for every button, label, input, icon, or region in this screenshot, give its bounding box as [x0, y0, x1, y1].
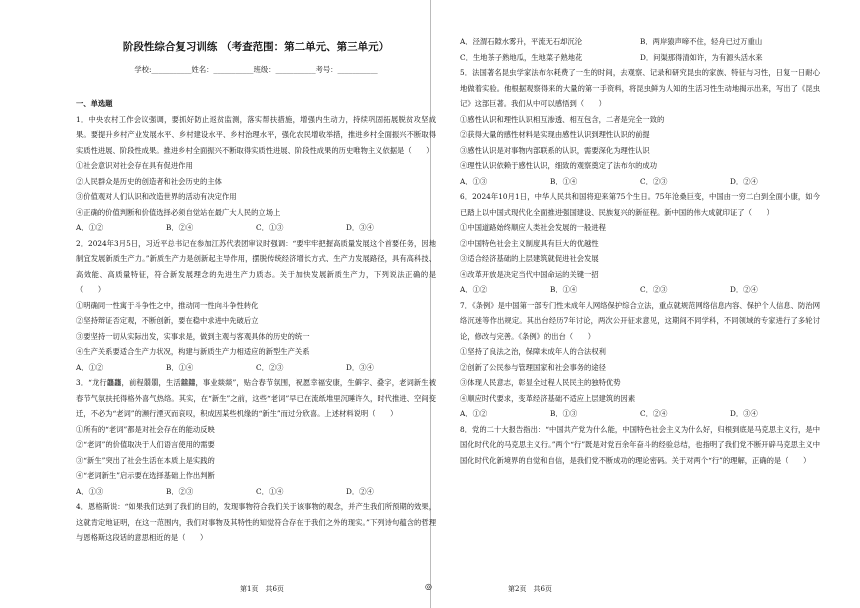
q5-statement-3: ③感性认识是对事物内部联系的认识，需要深化为理性认识 [460, 145, 650, 155]
page-number-left: 第1页 共6页 [240, 585, 284, 593]
q3-option-b[interactable]: B．②③ [166, 486, 194, 496]
q3-statement-1: ①所有的“老词”都是对社会存在的能动反映 [76, 424, 215, 434]
q4-options-row-1 [460, 34, 820, 50]
q1-statement-2: ②人民群众是历史的创造者和社会历史的主体 [76, 176, 222, 186]
q7-statement-2: ②创新了公民参与管理国家和社会事务的途径 [460, 362, 606, 372]
q3-option-d[interactable]: D．②④ [346, 486, 374, 496]
q2-option-b[interactable]: B．①④ [166, 362, 194, 372]
q2-options [76, 360, 436, 376]
q7-option-c[interactable]: C．②④ [640, 409, 668, 418]
q7-stem: 7．《条例》是中国第一部专门性未成年人网络保护综合立法，重点就规范网络信息内容、保护个人信息、防治网络沉迷等作出规定。其出台经历7年讨论，两次公开征求意见，这期间不同学科，不同领域的专家进行了多轮讨论，修改与完善。《条例》的出台（ ） [460, 300, 820, 341]
q4-option-c[interactable]: C．生地茶子熟地瓜，生地菜子熟地花 [460, 52, 583, 62]
q1-option-b[interactable]: B．②④ [166, 223, 194, 232]
q6-options [460, 282, 820, 298]
left-column [76, 0, 436, 542]
q2-option-a[interactable]: A．①② [76, 362, 104, 372]
q2-option-c[interactable]: C．②③ [256, 362, 284, 372]
q4-option-b[interactable]: B．两岸猿声啼不住，轻舟已过万重山 [640, 37, 763, 46]
q1-option-a[interactable]: A．①② [76, 223, 104, 232]
q6-statement-2: ②中国特色社会主义制度具有巨大的优越性 [460, 238, 599, 248]
q6-statement-1: ①中国道路始终顺应人类社会发展的一般进程 [460, 223, 606, 232]
q6-option-b[interactable]: B．①④ [550, 285, 578, 294]
q3-statement-3: ③“新生”突出了社会生活在本质上是实践的 [76, 455, 215, 465]
q7-options [460, 406, 820, 422]
q1-option-d[interactable]: D．③④ [346, 223, 374, 232]
q1-statement-1: ①社会意识对社会存在具有促进作用 [76, 161, 193, 170]
q5-option-a[interactable]: A．①③ [460, 176, 488, 186]
q5-option-c[interactable]: C．②③ [640, 176, 668, 186]
q6-option-c[interactable]: C．②③ [640, 285, 668, 294]
q1-options [76, 220, 436, 236]
q4-option-a[interactable]: A．泾渭石隙水雾升，平流无石却沉沦 [460, 37, 583, 46]
q7-statement-3: ③体现人民意志，彰显全过程人民民主的独特优势 [460, 378, 621, 387]
q5-statement-2: ②获得大量的感性材料是实现由感性认识到理性认识的前提 [460, 130, 650, 139]
binding-mark: ◎ [425, 582, 432, 591]
section-heading: 一、单选题 [76, 99, 113, 108]
q1-statement-4: ④正确的价值判断和价值选择必须自觉站在最广大人民的立场上 [76, 207, 281, 217]
q6-statement-3: ③适合经济基础的上层建筑就促进社会发展 [460, 254, 599, 263]
q5-option-b[interactable]: B．①④ [550, 176, 578, 186]
q5-statement-1: ①感性认识和理性认识相互渗透、相互包含，二者是完全一致的 [460, 114, 665, 124]
q6-stem: 6．2024年10月1日，中华人民共和国将迎来第75个生日。75年沧桑巨变，中国由一穷二白到全面小康，如今已踏上以中国式现代化全面推进强国建设、民族复兴的新征程。新中国的伟大成就印证了（ ） [460, 192, 820, 217]
right-column [460, 0, 820, 468]
q2-stem: 2．2024年3月5日，习近平总书记在参加江苏代表团审议时强调：“要牢牢把握高质量发展这个首要任务，因地制宜发展新质生产力。”新质生产力是创新起主导作用，摆脱传统经济增长方式、生产力发展路径，具有高科技、高效能、高质量特征，符合新发展理念的先进生产力质态。关于加快发展新质生产力，下列说法正确的是（ ） [76, 238, 436, 294]
exam-title: 阶段性综合复习训练 （考查范围：第二单元、第三单元） [122, 41, 390, 53]
q3-statement-4: ④“老词新生”启示要在选择基础上作出判断 [76, 471, 215, 480]
q1-option-c[interactable]: C．①③ [256, 223, 284, 232]
q2-statement-2: ②坚持辩证否定观，不断创新，要在稳中求进中先破后立 [76, 316, 259, 325]
q7-statement-4: ④顺应时代要求，变革经济基础不适应上层建筑的因素 [460, 393, 636, 403]
q5-options [460, 174, 820, 190]
q6-option-a[interactable]: A．①② [460, 285, 488, 294]
q4-options-row-2 [460, 50, 820, 66]
q7-option-a[interactable]: A．①② [460, 409, 488, 418]
q7-option-d[interactable]: D．③④ [730, 409, 758, 418]
q5-statement-4: ④理性认识依赖于感性认识，细致的观察奠定了法布尔的成功 [460, 161, 658, 170]
q5-option-d[interactable]: D．②④ [730, 176, 758, 186]
q4-stem: 4．恩格斯说：“如果我们达到了我们的目的，发现事物符合我们关于该事物的观念，并产生我们所预期的效果，这就肯定地证明，在这一范围内，我们对事物及其特性的知觉符合存在于我们之外的现实。”下列诗句蕴含的哲理与恩格斯这段话的意思相近的是（ ） [76, 502, 436, 542]
q4-option-d[interactable]: D．问渠那得清如许，为有源头活水来 [640, 52, 763, 62]
q2-statement-3: ③要坚持一切从实际出发，实事求是，做到主观与客观具体的历史的统一 [76, 331, 310, 341]
page-number-right: 第2页 共6页 [508, 585, 552, 593]
q6-option-d[interactable]: D．②④ [730, 285, 758, 294]
q1-statement-3: ③价值观对人们认识和改造世界的活动有决定作用 [76, 192, 237, 201]
student-info-line: 学校:___________姓名：___________班级：___________考号：___________ [134, 65, 378, 74]
q3-options [76, 484, 436, 500]
q8-stem: 8．党的二十大报告指出：“中国共产党为什么能，中国特色社会主义为什么好，归根到底是马克思主义行，是中国化时代化的马克思主义行。”两个“行”既是对党百余年奋斗的经验总结，也指明了我们党不断开辟马克思主义中国化时代化新境界的自觉和自信，是我们党不断成功的理论密码。关于对两个“行”的理解，正确的是（ ） [460, 424, 820, 465]
q2-option-d[interactable]: D．③④ [346, 362, 374, 372]
q2-statement-4: ④生产关系要适合生产力状况，构建与新质生产力相适应的新型生产关系 [76, 347, 310, 356]
q1-stem: 1．中央农村工作会议强调，要抓好防止返贫监测，落实帮扶措施，增强内生动力，持续巩固拓展脱贫攻坚成果。要提升乡村产业发展水平、乡村建设水平、乡村治理水平，强化农民增收举措，推进乡村全面振兴不断取得实质性进展、阶段性成果。推进乡村全面振兴不断取得实质性进展、阶段性成果的历史唯物主义依据是（ ） [76, 114, 436, 155]
q3-option-c[interactable]: C．①④ [256, 486, 284, 496]
q5-stem: 5．法国著名昆虫学家法布尔耗费了一生的时间，去观察、记录和研究昆虫的家族、特征与习性，日复一日耐心地做着实验。他根据观察得来的大量的第一手资料，将昆虫鲜为人知的生活习性生动地揭示出来，写出了《昆虫记》这部巨著。我们从中可以感悟到（ ） [460, 68, 820, 108]
q7-option-b[interactable]: B．①③ [550, 409, 578, 418]
q2-statement-1: ①明确同一性寓于斗争性之中，推动同一性向斗争性转化 [76, 300, 259, 310]
q3-statement-2: ②“老词”的价值取决于人们语言使用的需要 [76, 440, 215, 449]
q6-statement-4: ④改革开放是决定当代中国命运的关键一招 [460, 269, 599, 279]
q3-option-a[interactable]: A．①③ [76, 486, 104, 496]
q7-statement-1: ①坚持了良法之治，保障未成年人的合法权利 [460, 347, 606, 356]
q3-stem: 3．“龙行龘龘，前程朤朤，生活䲜䲜，事业燚燚”，贴合春节氛围，祝愿幸福安康，生僻字、叠字，老词新生被春节气氛扶托得格外喜气热络。其实，在“新生”之前，这些“老词”早已在流纸堆里沉睡许久，时代推进、空间变迁，不必为“老词”的濒行湮灭而哀叹，积成因某些机缘的“新生”而过分欣喜。上述材料说明（ ） [76, 378, 436, 418]
